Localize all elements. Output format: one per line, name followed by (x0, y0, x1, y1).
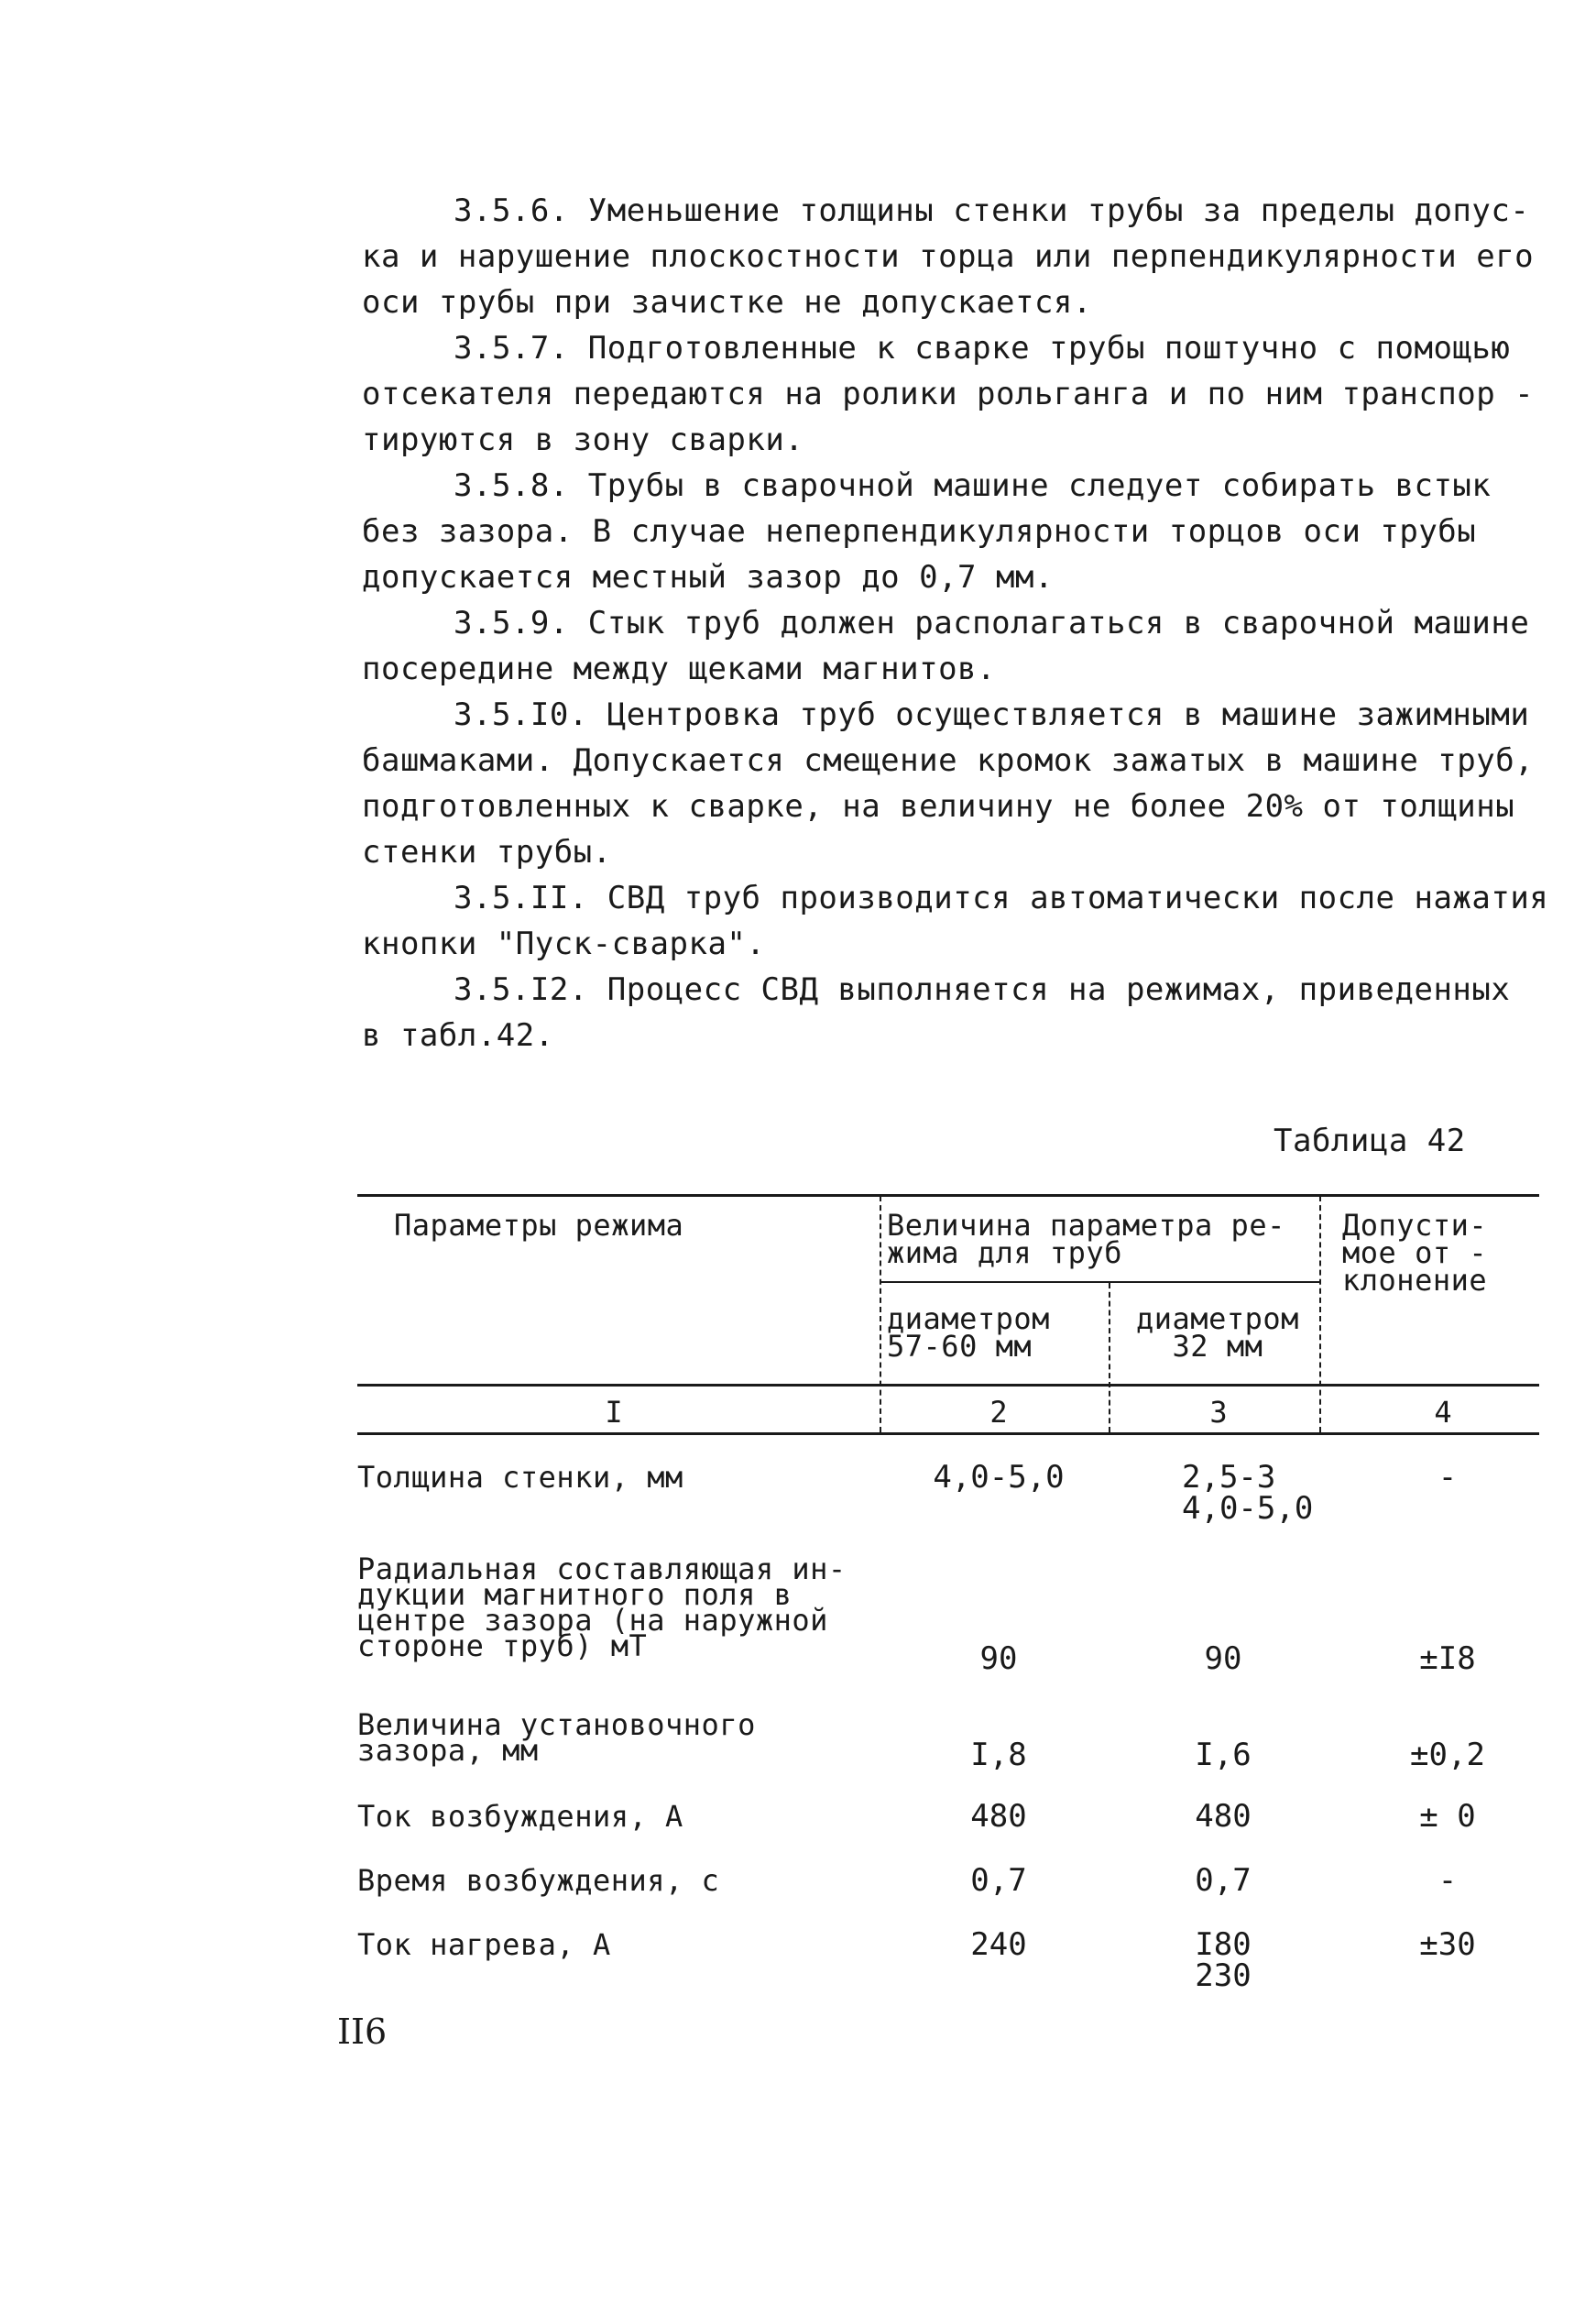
row-tolerance: ±30 (1419, 1926, 1476, 1963)
header-param: Параметры режима (394, 1208, 684, 1243)
column-number-4: 4 (1434, 1395, 1452, 1430)
row-label: Радиальная составляющая ин- дукции магнитного поля в центре зазора (на наружной стороне труб) мТ (357, 1551, 847, 1663)
page-number: II6 (337, 2012, 388, 2052)
row-label: Толщина стенки, мм (357, 1460, 683, 1495)
row-tolerance: - (1437, 1862, 1458, 1899)
table-numbers-bottom-rule (357, 1432, 1539, 1435)
row-value-57-60: 240 (970, 1926, 1027, 1963)
row-value-32: 90 (1204, 1640, 1242, 1677)
column-number-2: 2 (989, 1395, 1008, 1430)
paragraph-3-5-11: 3.5.II. СВД труб производится автоматически после нажатия кнопки "Пуск-сварка". (362, 880, 1549, 962)
row-value-57-60: 90 (979, 1640, 1018, 1677)
row-value-57-60: 480 (970, 1798, 1027, 1835)
table-subheader-rule (880, 1281, 1319, 1283)
row-tolerance: ±0,2 (1410, 1737, 1485, 1773)
paragraph-3-5-7: 3.5.7. Подготовленные к сварке трубы поштучно с помощью отсекателя передаются на ролики рольганга и по ним транспор - тируются в зону сварки. (362, 330, 1535, 458)
table-divider-2 (1109, 1283, 1110, 1432)
paragraph-3-5-10: 3.5.I0. Центровка труб осуществляется в машине зажимными башмаками. Допускается смещение кромок зажатых в машине труб, подготовленных к сварке, на величину не более 20% от толщины стенки трубы. (362, 696, 1535, 871)
column-number-3: 3 (1209, 1395, 1228, 1430)
table-caption: Таблица 42 (1274, 1123, 1466, 1159)
row-value-57-60: 4,0-5,0 (933, 1459, 1065, 1496)
row-label: Ток возбуждения, А (357, 1799, 683, 1834)
row-value-32: I,6 (1195, 1737, 1252, 1773)
table-divider-1 (880, 1196, 881, 1432)
table-top-rule (357, 1194, 1539, 1197)
paragraph-3-5-8: 3.5.8. Трубы в сварочной машине следует собирать встык без зазора. В случае неперпендикулярности торцов оси трубы допускается местный зазор до 0,7 мм. (362, 467, 1492, 596)
row-value-32: 2,5-3 4,0-5,0 (1182, 1459, 1314, 1527)
table-header-bottom-rule (357, 1384, 1539, 1387)
table-divider-3 (1319, 1196, 1321, 1432)
header-value-group: Величина параметра ре- жима для труб (887, 1208, 1285, 1270)
header-tolerance: Допусти- мое от - клонение (1342, 1208, 1488, 1298)
row-tolerance: - (1437, 1459, 1458, 1496)
row-tolerance: ± 0 (1419, 1798, 1476, 1835)
column-number-1: I (605, 1395, 623, 1430)
row-label: Время возбуждения, с (357, 1863, 720, 1898)
row-value-32: 0,7 (1195, 1862, 1252, 1899)
header-diameter-57-60: диаметром 57-60 мм (887, 1301, 1050, 1364)
row-label: Величина установочного зазора, мм (357, 1707, 756, 1768)
paragraph-3-5-6: 3.5.6. Уменьшение толщины стенки трубы за пределы допус- ка и нарушение плоскостности торца или перпендикулярности его оси трубы при зачистке не допускается. (362, 192, 1535, 321)
row-value-57-60: 0,7 (970, 1862, 1027, 1899)
row-value-32: 480 (1195, 1798, 1252, 1835)
row-label: Ток нагрева, А (357, 1927, 611, 1962)
row-value-57-60: I,8 (970, 1737, 1027, 1773)
row-tolerance: ±I8 (1419, 1640, 1476, 1677)
paragraph-3-5-9: 3.5.9. Стык труб должен располагаться в сварочной машине посередине между щеками магнитов. (362, 605, 1530, 687)
header-diameter-32: диаметром 32 мм (1136, 1301, 1299, 1364)
paragraph-3-5-12: 3.5.I2. Процесс СВД выполняется на режимах, приведенных в табл.42. (362, 971, 1511, 1054)
row-value-32: I80 230 (1195, 1926, 1252, 1994)
